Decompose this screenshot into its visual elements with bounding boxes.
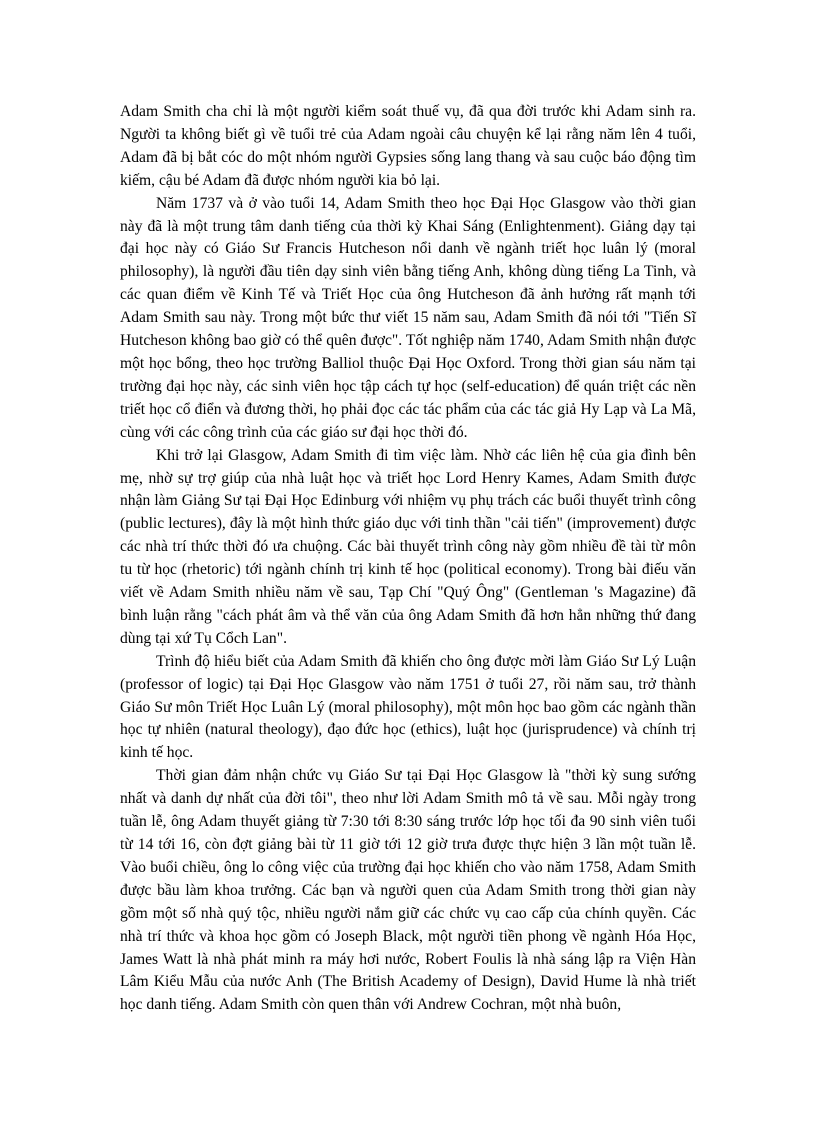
paragraph-glasgow-oxford: Năm 1737 và ở vào tuổi 14, Adam Smith theo học Đại Học Glasgow vào thời gian này đã là một trung tâm danh tiếng của thời kỳ Khai Sáng (Enlightenment). Giảng dạy tại đại học này có Giáo Sư Francis Hutcheson nổi danh về ngành triết học luân lý (moral philosophy), là người đầu tiên dạy sinh viên bằng tiếng Anh, không dùng tiếng La Tinh, và các quan điểm về Kinh Tế và Triết Học của ông Hutcheson đã ảnh hưởng rất mạnh tới Adam Smith sau này. Trong một bức thư viết 15 năm sau, Adam Smith đã nói tới "Tiến Sĩ Hutcheson không bao giờ có thể quên được". Tốt nghiệp năm 1740, Adam Smith nhận được một học bổng, theo học trường Balliol thuộc Đại Học Oxford. Trong thời gian sáu năm tại trường đại học này, các sinh viên học tập cách tự học (self-education) để quán triệt các nền triết học cổ điển và đương thời, họ phải đọc các tác phẩm của các tác giả Hy Lạp và La Mã, cùng với các công trình của các giáo sư đại học thời đó. [120,194,696,441]
document-page [120,101,696,1017]
paragraph-biography-intro: Adam Smith cha chỉ là một người kiểm soát thuế vụ, đã qua đời trước khi Adam sinh ra. Người ta không biết gì về tuổi trẻ của Adam ngoài câu chuyện kể lại rằng năm lên 4 tuổi, Adam đã bị bắt cóc do một nhóm người Gypsies sống lang thang và sau cuộc báo động tìm kiếm, cậu bé Adam đã được nhóm người kia bỏ lại. [120,103,696,189]
paragraph-professor-logic: Trình độ hiểu biết của Adam Smith đã khiến cho ông được mời làm Giáo Sư Lý Luận (professor of logic) tại Đại Học Glasgow vào năm 1751 ở tuổi 27, rồi năm sau, trở thành Giáo Sư môn Triết Học Luân Lý (moral philosophy), một môn học bao gồm các ngành thần học tự nhiên (natural theology), đạo đức học (ethics), luật học (jurisprudence) và chính trị kinh tế học. [120,652,696,762]
paragraph-glasgow-years: Thời gian đảm nhận chức vụ Giáo Sư tại Đại Học Glasgow là "thời kỳ sung sướng nhất và danh dự nhất của đời tôi", theo như lời Adam Smith mô tả về sau. Mỗi ngày trong tuần lễ, ông Adam thuyết giảng từ 7:30 tới 8:30 sáng trước lớp học tối đa 90 sinh viên tuổi từ 14 tới 16, còn đợt giảng bài từ 11 giờ tới 12 giờ trưa được thực hiện 3 lần một tuần lễ. Vào buổi chiều, ông lo công việc của trường đại học khiến cho vào năm 1758, Adam Smith được bầu làm khoa trưởng. Các bạn và người quen của Adam Smith trong thời gian này gồm một số nhà quý tộc, nhiều người nắm giữ các chức vụ cao cấp của chính quyền. Các nhà trí thức và khoa học gồm có Joseph Black, một người tiền phong về ngành Hóa Học, James Watt là nhà phát minh ra máy hơi nước, Robert Foulis là nhà sáng lập ra Viện Hàn Lâm Kiểu Mẫu của nước Anh (The British Academy of Design), David Hume là nhà triết học danh tiếng. Adam Smith còn quen thân với Andrew Cochran, một nhà buôn, [120,767,696,1014]
paragraph-edinburgh-lectures: Khi trở lại Glasgow, Adam Smith đi tìm việc làm. Nhờ các liên hệ của gia đình bên mẹ, nhờ sự trợ giúp của nhà luật học và triết học Lord Henry Kames, Adam Smith được nhận làm Giảng Sư tại Đại Học Edinburg với nhiệm vụ phụ trách các buổi thuyết trình công (public lectures), đây là một hình thức giáo dục với tinh thần "cải tiến" (improvement) được các nhà trí thức thời đó ưa chuộng. Các bài thuyết trình công này gồm nhiều đề tài từ môn tu từ học (rhetoric) tới ngành chính trị kinh tế học (political economy). Trong bài điếu văn viết về Adam Smith nhiều năm về sau, Tạp Chí "Quý Ông" (Gentleman 's Magazine) đã bình luận rằng "cách phát âm và thể văn của ông Adam Smith đã hơn hẳn những thứ đang dùng tại xứ Tụ Cổch Lan". [120,446,696,647]
